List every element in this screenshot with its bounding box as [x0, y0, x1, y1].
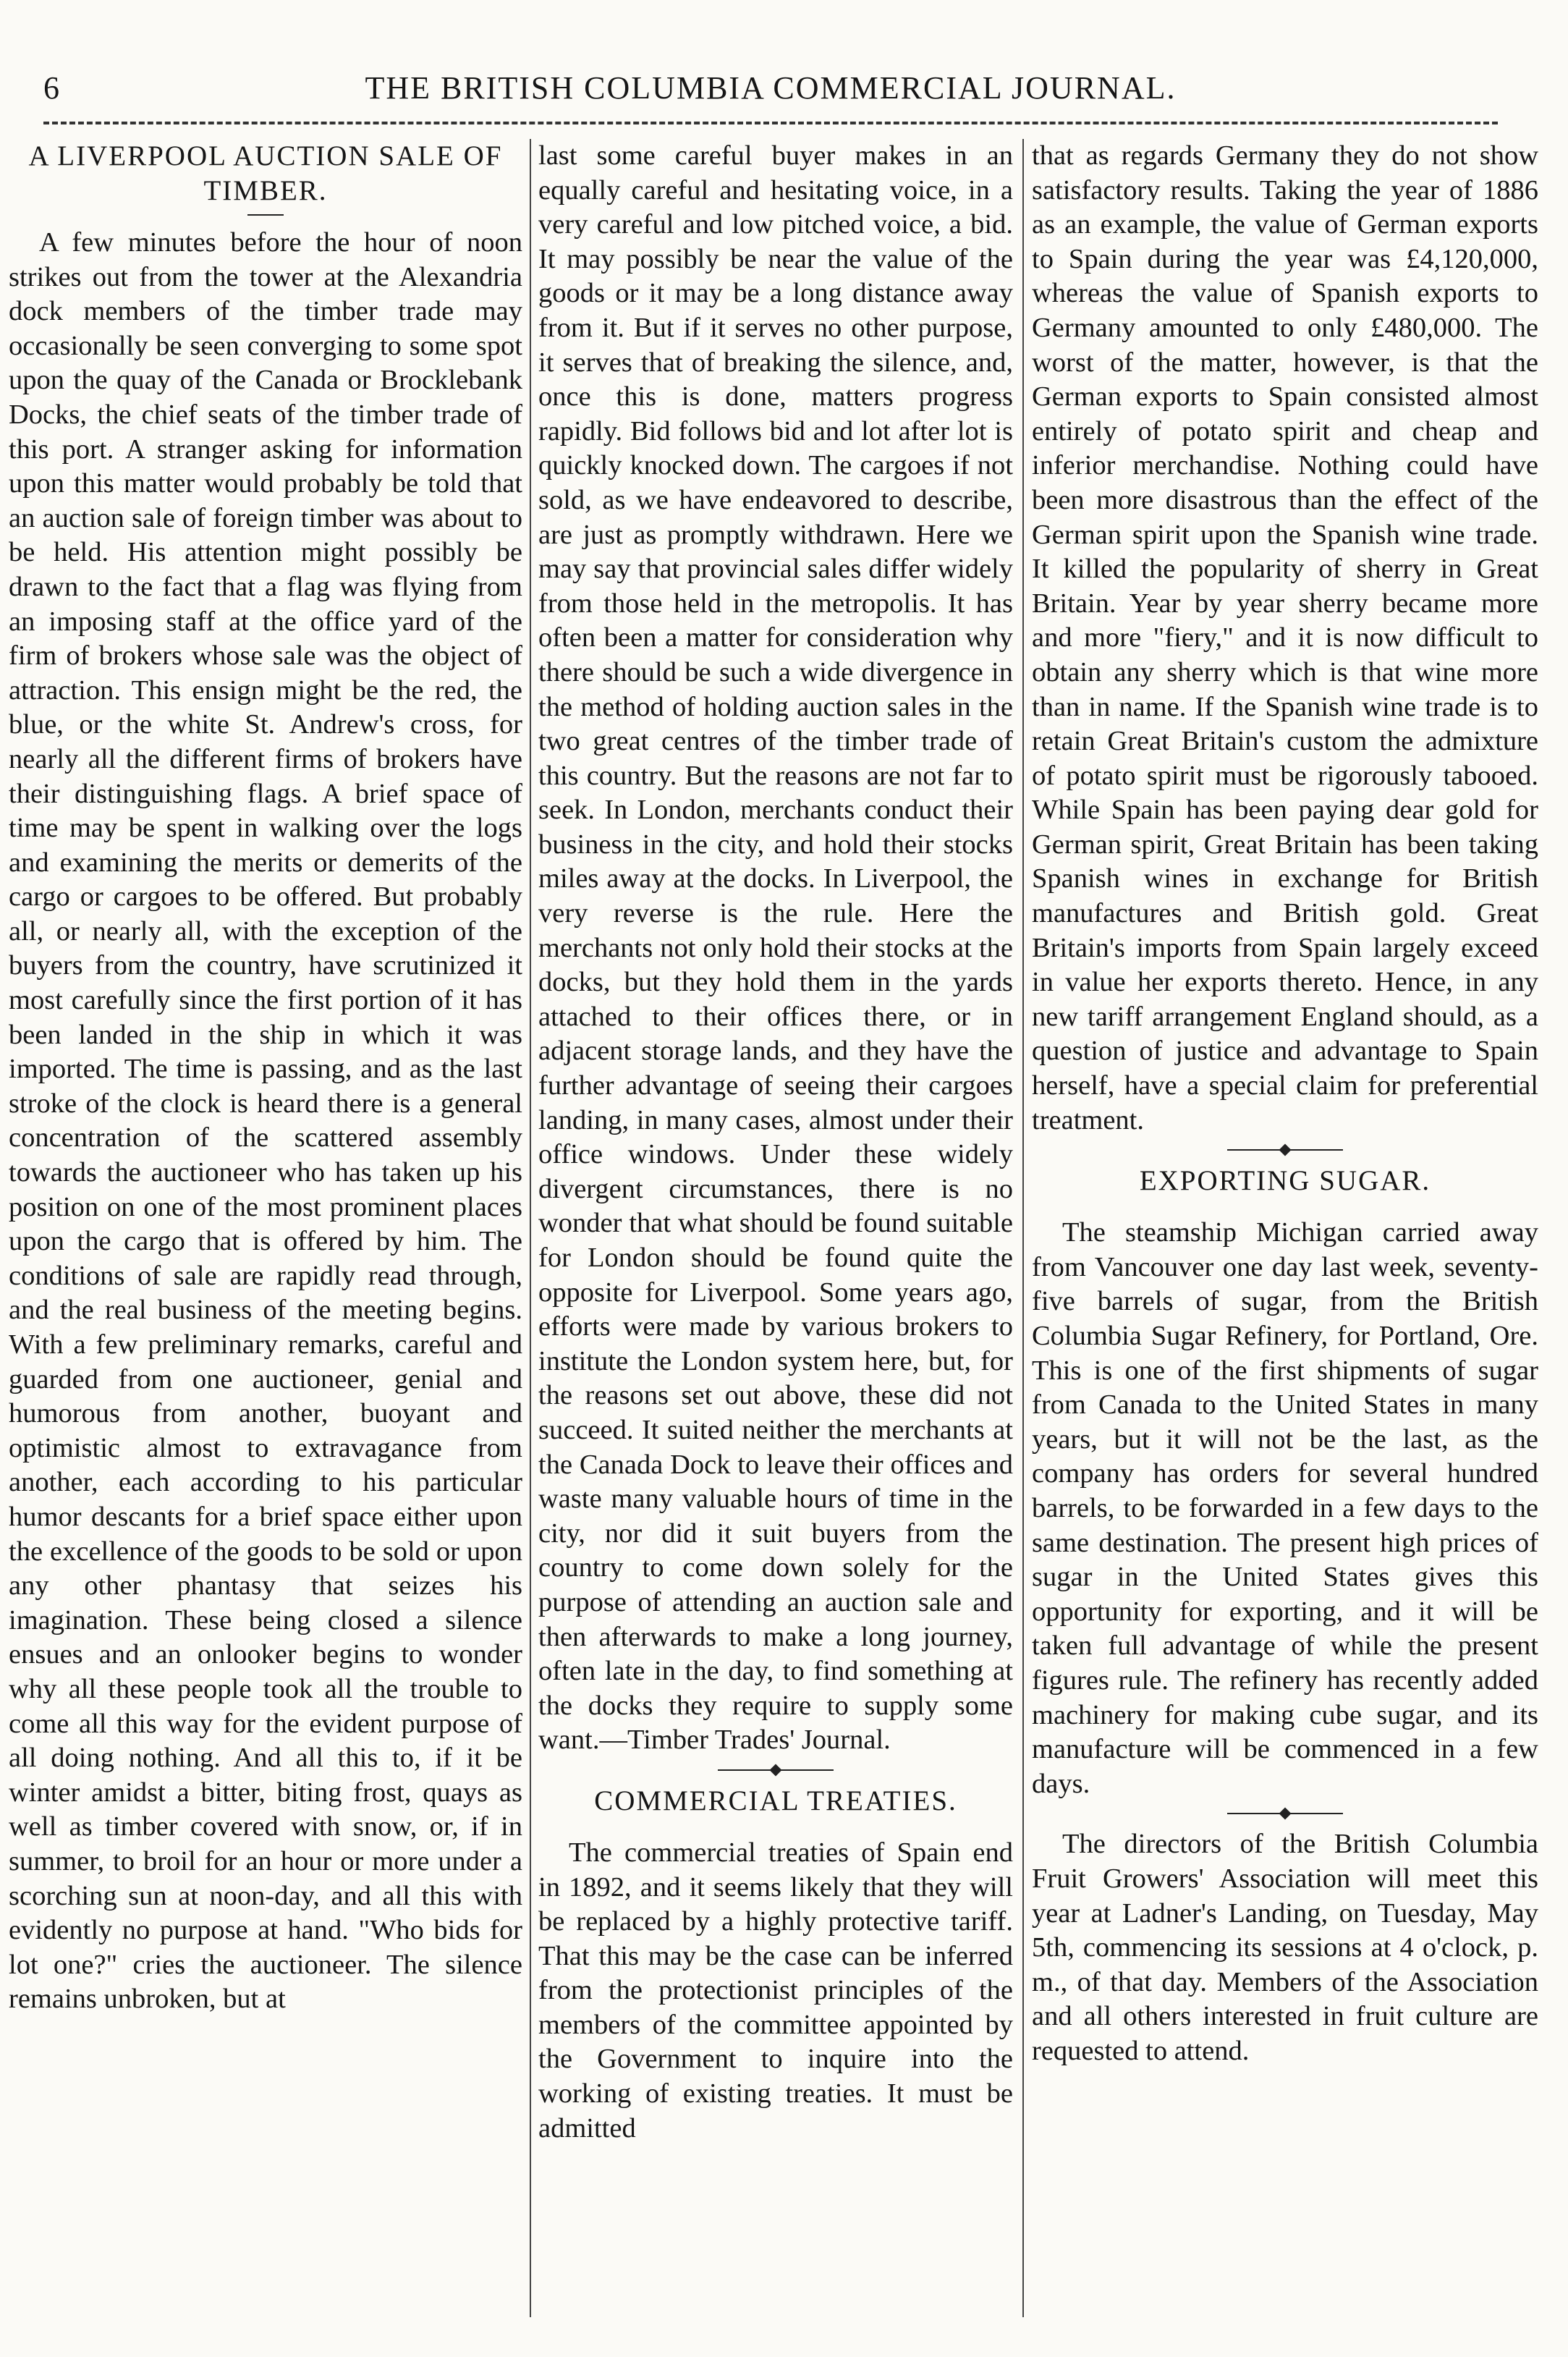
page-number: 6 [43, 70, 59, 106]
article-body-continued: last some careful buyer makes in an equally careful and hesitating voice, in a very careful and low pitched voice, a bid. It may possibly be near the value of the goods or it may be a long distance away from it. But if it serves no other purpose, it serves that of breaking the silence, and, once this is done, matters progress rapidly. Bid follows bid and lot after lot is quickly knocked down. The cargoes if not sold, as we have endeavored to describe, are just as promptly withdrawn. Here we may say that provincial sales differ widely from those held in the metropolis. It has often been a matter for consideration why there should be such a wide divergence in the method of holding auction sales in the two great centres of the timber trade of this country. But the reasons are not far to seek. In London, merchants conduct their business in the city, and hold their stocks miles away at the docks. In Liverpool, the very reverse is the rule. Here the merchants not only hold their stocks at the docks, but they hold them in the yards attached to their offices there, or in adjacent storage lands, and they have the further advantage of seeing their cargoes landing, in many cases, almost under their office windows. Under these widely divergent circumstances, there is no wonder that what should be found suitable for London should be found quite the opposite for Liverpool. Some years ago, efforts were made by various brokers to institute the London system here, but, for the reasons set out above, these did not succeed. It suited neither the merchants at the Canada Dock to leave their offices and waste many valuable hours of time in the city, nor did it suit buyers from the country to come down solely for the purpose of attending an auction sale and then afterwards to make a long journey, often late in the day, to find something at the docks they require to supply some want.—Timber Trades' Journal. [538, 140, 1013, 1756]
header-rule [43, 122, 1498, 124]
article-body-continued: that as regards Germany they do not show satisfactory results. Taking the year of 1886 as an example, the value of German exports to Spain during the year was £4,120,000, whereas the value of Spanish exports to Germany amounted to only £480,000. The worst of the matter, however, is that the German exports to Spain consisted almost entirely of potato spirit and cheap and inferior merchandise. Nothing could have been more disastrous than the effect of the German spirit upon the Spanish wine trade. It killed the popularity of sherry in Great Britain. Year by year sherry became more and more "fiery," and it is now difficult to obtain any sherry which is that wine more than in name. If the Spanish wine trade is to retain Great Britain's custom the admixture of potato spirit must be rigorously tabooed. While Spain has been paying dear gold for German spirit, Great Britain has been taking Spanish wines in exchange for British manufactures and British gold. Great Britain's imports from Spain largely exceed in value her exports thereto. Hence, in any new tariff arrangement England should, as a question of justice and advantage to Spain herself, have a special claim for preferential treatment. [1032, 140, 1538, 1135]
news-item-body: The directors of the British Columbia Fruit Growers' Association will meet this year at Ladner's Landing, on Tuesday, May 5th, commencing its sessions at 4 o'clock, p. m., of that day. Members of the Association and all others interested in fruit culture are requested to attend. [1032, 1829, 1538, 2066]
column-3 [1032, 139, 1538, 2310]
journal-title: THE BRITISH COLUMBIA COMMERCIAL JOURNAL. [365, 70, 1177, 106]
article-body: The commercial treaties of Spain end in 1892, and it seems likely that they will be replaced by a highly protective tariff. That this may be the case can be inferred from the protectionist principles of the members of the committee appointed by the Government to inquire into the working of existing treaties. It must be admitted [538, 1837, 1013, 2144]
article-headline: EXPORTING SUGAR. [1139, 1165, 1431, 1197]
article-body: A few minutes before the hour of noon strikes out from the tower at the Alexandria dock members of the timber trade may occasionally be seen converging to some spot upon the quay of the Canada or Brocklebank Docks, the chief seats of the timber trade of this port. A stranger asking for information upon this matter would probably be told that an auction sale of foreign timber was about to be held. His attention might possibly be drawn to the fact that a flag was flying from an imposing staff at the office yard of the firm of brokers whose sale was the object of attraction. This ensign might be the red, the blue, or the white St. Andrew's cross, for nearly all the different firms of brokers have their distinguishing flags. A brief space of time may be spent in walking over the logs and examining the merits or demerits of the cargo or cargoes to be offered. But probably all, or nearly all, with the exception of the buyers from the country, have scrutinized it most carefully since the first portion of it has been landed in the ship in which it was imported. The time is passing, and as the last stroke of the clock is heard there is a general concentration of the scattered assembly towards the auctioneer who has taken up his position on one of the most prominent places upon the cargo that is offered by him. The conditions of sale are rapidly read through, and the real business of the meeting begins. With a few preliminary remarks, careful and guarded from one auctioneer, genial and humorous from another, buoyant and optimistic almost to extravagance from another, each according to his particular humor descants for a brief space either upon the excellence of the goods to be sold or upon any other phantasy that seizes his imagination. These being closed a silence ensues and an onlooker begins to wonder why all these people took all the trouble to come all this way for the evident purpose of all doing nothing. And all this to, if it be winter amidst a bitter, biting frost, quays as well as timber covered with snow, or, if in summer, to broil for an hour or more under a scorching sun at noon-day, and all this with evidently no purpose at hand. "Who bids for lot one?" cries the auctioneer. The silence remains unbroken, but at [9, 227, 522, 2015]
column-2 [538, 139, 1013, 2310]
article-headline: COMMERCIAL TREATIES. [594, 1785, 957, 1816]
section-ornament [1227, 1810, 1343, 1817]
page-header [43, 69, 1498, 113]
section-ornament [1227, 1146, 1343, 1154]
column-divider [530, 139, 531, 2317]
section-ornament [718, 1766, 834, 1774]
article-headline: A LIVERPOOL AUCTION SALE OF TIMBER. [28, 140, 503, 206]
headline-rule [247, 214, 284, 216]
column-divider [1022, 139, 1024, 2317]
column-1 [9, 139, 522, 2310]
article-body: The steamship Michigan carried away from Vancouver one day last week, seventy-five barrels of sugar, from the British Columbia Sugar Refinery, for Portland, Ore. This is one of the first shipments of sugar from Canada to the United States in many years, but it will not be the last, as the company has orders for several hundred barrels, to be forwarded in a few days to the same destination. The present high prices of sugar in the United States gives this opportunity for exporting, and it will be taken full advantage of while the present figures rule. The refinery has recently added machinery for making cube sugar, and its manufacture will be commenced in a few days. [1032, 1217, 1538, 1799]
